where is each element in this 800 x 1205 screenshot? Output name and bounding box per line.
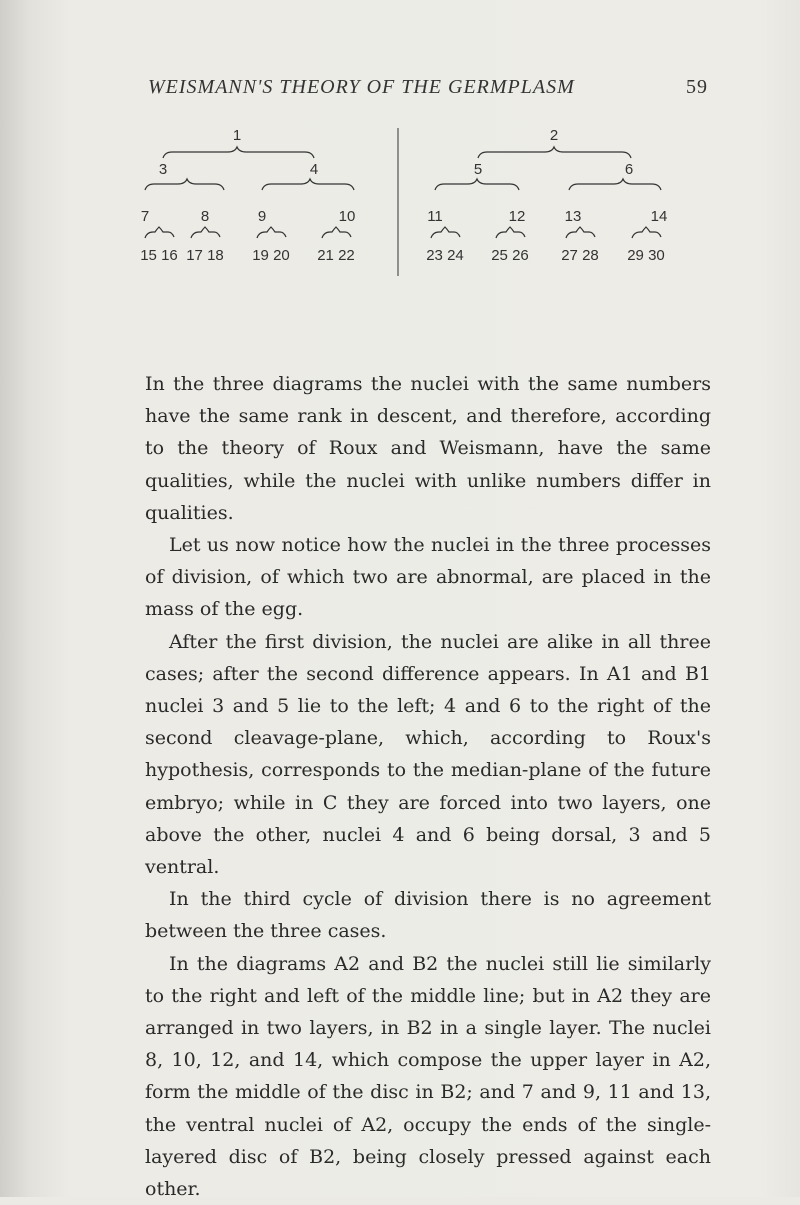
brace-4 [262,179,354,190]
node-7: 7 [140,208,150,225]
brace-14 [632,227,661,238]
nodes-17-18: 17 18 [186,247,224,264]
node-3: 3 [158,161,168,178]
node-5: 5 [473,161,483,178]
nodes-25-26: 25 26 [491,247,529,264]
nodes-15-16: 15 16 [140,247,178,264]
brace-8 [191,227,220,238]
page-number: 59 [686,76,708,98]
node-11: 11 [427,208,443,225]
nodes-23-24: 23 24 [426,247,464,264]
brace-5 [435,179,519,190]
node-10: 10 [338,208,356,225]
node-6: 6 [624,161,634,178]
brace-9 [257,227,286,238]
node-4: 4 [309,161,319,178]
node-2: 2 [549,127,559,144]
node-1: 1 [232,127,242,144]
node-8: 8 [200,208,210,225]
node-14: 14 [650,208,668,225]
node-9: 9 [257,208,267,225]
paragraph-1: In the three diagrams the nuclei with the same numbers have the same rank in descent, and therefore, according to the theory of Roux and Weismann, have the same qualities, while the nuclei with unlike numbers differ in qualities. [145,373,711,524]
nodes-19-20: 19 20 [252,247,290,264]
nodes-27-28: 27 28 [561,247,599,264]
descent-diagram [0,110,800,290]
brace-3 [145,179,224,190]
nodes-21-22: 21 22 [317,247,355,264]
paragraph-4: In the third cycle of division there is no agreement between the three cases. [145,888,711,943]
brace-2 [478,147,631,158]
brace-10 [322,227,351,238]
node-12: 12 [508,208,526,225]
brace-11 [431,227,460,238]
brace-12 [496,227,525,238]
brace-13 [566,227,595,238]
body-text [145,368,711,1205]
paragraph-2: Let us now notice how the nuclei in the three processes of division, of which two are abnormal, are placed in the mass of the egg. [145,534,711,621]
brace-7 [145,227,174,238]
brace-6 [569,179,661,190]
running-title: WEISMANN'S THEORY OF THE GERMPLASM [148,76,575,98]
node-13: 13 [564,208,582,225]
paragraph-3: After the first division, the nuclei are alike in all three cases; after the second difference appears. In A1 and B1 nuclei 3 and 5 lie to the left; 4 and 6 to the right of the second cleavage-plane, which, according to Roux's hypothesis, corresponds to the median-plane of the future embryo; while in C they are forced into two layers, one above the other, nuclei 4 and 6 being dorsal, 3 and 5 ventral. [145,630,711,879]
nodes-29-30: 29 30 [627,247,665,264]
brace-1 [163,147,314,158]
running-header [148,76,708,106]
paragraph-5: In the diagrams A2 and B2 the nuclei still lie similarly to the right and left of the middle line; but in A2 they are arranged in two layers, in B2 in a single layer. The nuclei 8, 10, 12, and 14, which compose the upper layer in A2, form the middle of the disc in B2; and 7 and 9, 11 and 13, the ventral nuclei of A2, occupy the ends of the single-layered disc of B2, being closely pressed against each other. [145,952,711,1201]
